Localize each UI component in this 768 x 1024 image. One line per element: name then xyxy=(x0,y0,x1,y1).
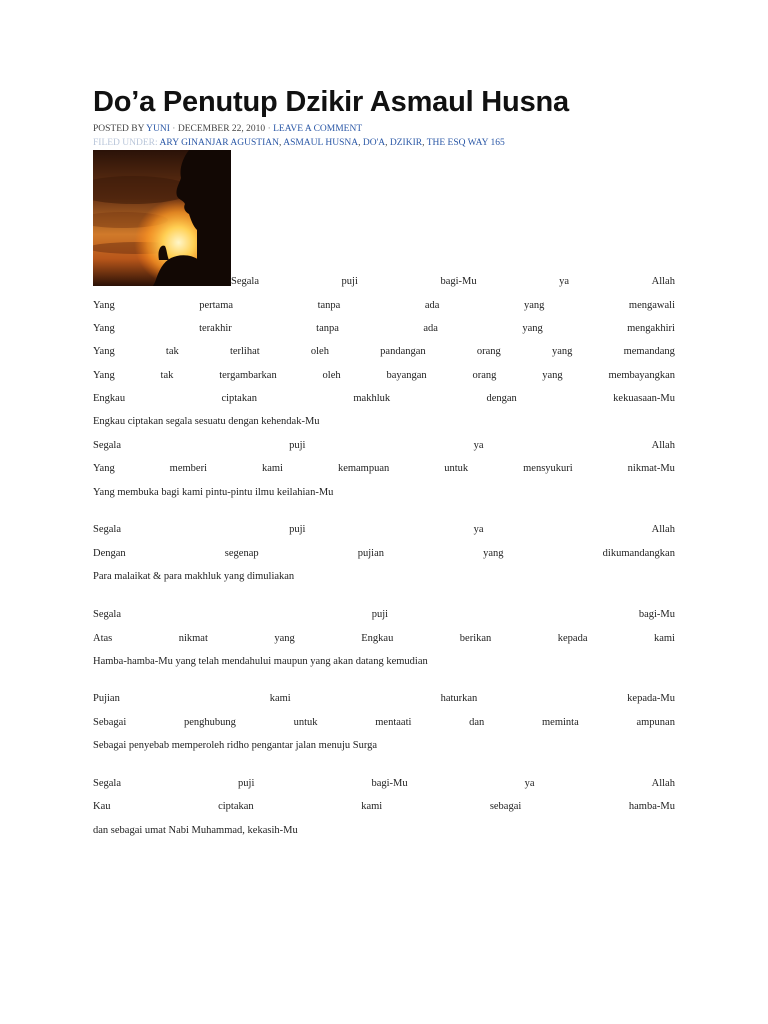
prayer-word: Yang xyxy=(93,346,115,357)
prayer-line xyxy=(93,415,675,429)
prayer-word: hamba-Mu xyxy=(628,801,675,812)
prayer-word: Engkau xyxy=(361,633,394,644)
prayer-word: yang xyxy=(483,548,504,559)
prayer-word: membayangkan xyxy=(608,370,675,381)
prayer-word: tak xyxy=(165,346,179,357)
prayer-word: Kau xyxy=(93,801,111,812)
prayer-word: pujian xyxy=(357,548,384,559)
prayer-word: dan sebagai umat Nabi Muhammad, kekasih-Mu xyxy=(93,825,298,836)
prayer-line xyxy=(93,570,675,584)
prayer-word: kepada xyxy=(557,633,588,644)
prayer-word: Yang xyxy=(93,463,115,474)
prayer-word: ya xyxy=(524,778,535,789)
post-date: DECEMBER 22, 2010 xyxy=(177,124,266,134)
posted-by-label: POSTED BY xyxy=(93,124,145,134)
prayer-word: kami xyxy=(269,693,291,704)
prayer-word: ampunan xyxy=(636,717,675,728)
prayer-word: nikmat xyxy=(178,633,208,644)
tag-separator: , xyxy=(422,138,427,148)
prayer-word: Yang xyxy=(93,300,115,311)
prayer-word: tanpa xyxy=(317,300,341,311)
prayer-word: Segala xyxy=(93,609,121,620)
prayer-word: kepada-Mu xyxy=(627,693,675,704)
prayer-word: mengakhiri xyxy=(627,323,675,334)
prayer-word: penghubung xyxy=(183,717,236,728)
meta-separator: · xyxy=(172,124,176,134)
prayer-word: Allah xyxy=(651,276,675,287)
prayer-word: dikumandangkan xyxy=(602,548,675,559)
prayer-word: ya xyxy=(559,276,570,287)
prayer-line xyxy=(93,824,675,838)
prayer-word: Sebagai penyebab memperoleh ridho pengantar jalan menuju Surga xyxy=(93,740,378,751)
prayer-word: nikmat-Mu xyxy=(627,463,675,474)
prayer-word: ada xyxy=(423,323,438,334)
prayer-line xyxy=(93,777,675,791)
prayer-word: kami xyxy=(653,633,675,644)
prayer-word: pertama xyxy=(199,300,234,311)
prayer-word: ada xyxy=(424,300,440,311)
prayer-word: Engkau ciptakan segala sesuatu dengan kehendak-Mu xyxy=(93,416,320,427)
prayer-line xyxy=(93,608,675,622)
prayer-word: berikan xyxy=(459,633,492,644)
prayer-line xyxy=(93,392,675,406)
prayer-word: terakhir xyxy=(199,323,232,334)
prayer-word: Para malaikat & para makhluk yang dimuliakan xyxy=(93,571,295,582)
post-byline xyxy=(93,123,362,135)
prayer-line xyxy=(93,462,675,476)
prayer-word: orang xyxy=(476,346,501,357)
prayer-word: puji xyxy=(341,276,358,287)
prayer-line xyxy=(93,692,675,706)
prayer-line xyxy=(93,716,675,730)
prayer-word: segenap xyxy=(224,548,259,559)
prayer-word: bagi-Mu xyxy=(371,778,408,789)
prayer-word: yang xyxy=(551,346,573,357)
prayer-word: terlihat xyxy=(229,346,260,357)
prayer-word: ya xyxy=(473,440,484,451)
praying-silhouette-image xyxy=(93,150,231,286)
prayer-line xyxy=(231,275,675,289)
prayer-word: yang xyxy=(274,633,295,644)
prayer-word: Atas xyxy=(93,633,113,644)
prayer-word: sebagai xyxy=(489,801,522,812)
prayer-word: puji xyxy=(371,609,389,620)
prayer-word: untuk xyxy=(444,463,469,474)
prayer-word: kemampuan xyxy=(337,463,390,474)
author-link[interactable]: YUNI xyxy=(146,124,170,134)
prayer-line xyxy=(93,632,675,646)
leave-comment-link[interactable]: LEAVE A COMMENT xyxy=(273,124,363,134)
prayer-word: Segala xyxy=(93,440,121,451)
prayer-line xyxy=(93,345,675,359)
tag-separator: , xyxy=(385,138,390,148)
post-categories xyxy=(93,137,505,149)
post-title: Do’a Penutup Dzikir Asmaul Husna xyxy=(93,86,569,118)
tag-list xyxy=(160,138,505,148)
prayer-word: Segala xyxy=(93,524,121,535)
prayer-line xyxy=(93,322,675,336)
prayer-word: Allah xyxy=(651,440,675,451)
prayer-word: puji xyxy=(289,524,306,535)
prayer-word: pandangan xyxy=(380,346,426,357)
prayer-word: dan xyxy=(469,717,485,728)
prayer-word: yang xyxy=(542,370,563,381)
prayer-word: Allah xyxy=(651,778,675,789)
meta-separator: · xyxy=(267,124,271,134)
prayer-word: makhluk xyxy=(353,393,391,404)
prayer-word: memandang xyxy=(623,346,675,357)
prayer-word: Segala xyxy=(93,778,121,789)
prayer-word: tanpa xyxy=(316,323,339,334)
tag-link[interactable]: THE ESQ WAY 165 xyxy=(426,138,505,148)
prayer-word: oleh xyxy=(322,370,341,381)
prayer-line xyxy=(93,439,675,453)
prayer-word: ya xyxy=(473,524,484,535)
tag-link[interactable]: DZIKIR xyxy=(389,138,423,148)
prayer-line xyxy=(93,369,675,383)
prayer-word: kekuasaan-Mu xyxy=(613,393,675,404)
prayer-word: Yang membuka bagi kami pintu-pintu ilmu keilahian-Mu xyxy=(93,487,334,498)
filed-under-label: FILED UNDER: xyxy=(93,138,158,148)
prayer-word: puji xyxy=(289,440,306,451)
prayer-word: Hamba-hamba-Mu yang telah mendahului maupun yang akan datang kemudian xyxy=(93,656,428,667)
prayer-word: bagi-Mu xyxy=(440,276,477,287)
prayer-word: yang xyxy=(523,300,545,311)
prayer-word: mengawali xyxy=(628,300,675,311)
prayer-line xyxy=(93,486,675,500)
prayer-word: tak xyxy=(160,370,174,381)
tag-link[interactable]: DO'A xyxy=(362,138,386,148)
prayer-word: haturkan xyxy=(440,693,478,704)
prayer-word: meminta xyxy=(542,717,579,728)
prayer-word: mensyukuri xyxy=(523,463,573,474)
prayer-word: ciptakan xyxy=(221,393,258,404)
tag-separator: , xyxy=(358,138,363,148)
prayer-word: bayangan xyxy=(386,370,427,381)
tag-link[interactable]: ARY GINANJAR AGUSTIAN xyxy=(159,138,279,148)
prayer-word: Dengan xyxy=(93,548,126,559)
prayer-line xyxy=(93,655,675,669)
prayer-word: Segala xyxy=(231,276,259,287)
prayer-word: Engkau xyxy=(93,393,126,404)
prayer-line xyxy=(93,739,675,753)
prayer-word: kami xyxy=(361,801,383,812)
prayer-word: kami xyxy=(261,463,283,474)
prayer-word: puji xyxy=(238,778,255,789)
prayer-word: Sebagai xyxy=(93,717,127,728)
prayer-word: mentaati xyxy=(375,717,412,728)
prayer-word: ciptakan xyxy=(218,801,254,812)
tag-link[interactable]: ASMAUL HUSNA xyxy=(283,138,359,148)
prayer-line xyxy=(93,523,675,537)
prayer-word: Yang xyxy=(93,323,115,334)
prayer-word: bagi-Mu xyxy=(638,609,675,620)
prayer-line xyxy=(93,299,675,313)
prayer-word: Allah xyxy=(651,524,675,535)
prayer-word: Pujian xyxy=(93,693,120,704)
prayer-word: tergambarkan xyxy=(219,370,277,381)
prayer-word: dengan xyxy=(486,393,517,404)
tag-separator: , xyxy=(278,138,284,148)
prayer-word: memberi xyxy=(169,463,207,474)
prayer-word: orang xyxy=(472,370,497,381)
prayer-line xyxy=(93,547,675,561)
prayer-line xyxy=(93,800,675,814)
prayer-word: Yang xyxy=(93,370,115,381)
prayer-word: yang xyxy=(522,323,543,334)
prayer-word: untuk xyxy=(293,717,318,728)
prayer-word: oleh xyxy=(310,346,329,357)
